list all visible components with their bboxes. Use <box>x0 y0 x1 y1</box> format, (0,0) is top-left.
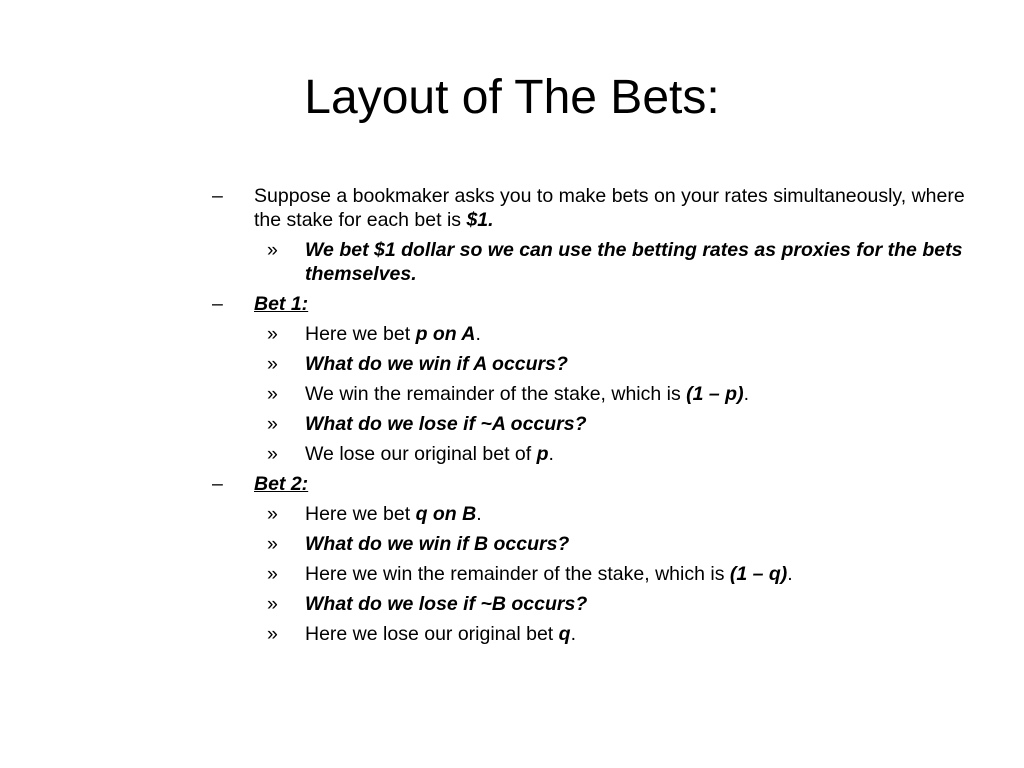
bet1-item <box>212 322 972 346</box>
raquo-bullet: » <box>267 353 278 375</box>
bet2-line3-em: (1 – q) <box>729 563 788 585</box>
raquo-bullet: » <box>267 323 278 345</box>
bet2-line3-text: Here we win the remainder of the stake, which is <box>305 563 730 585</box>
bet1-line3-text: We win the remainder of the stake, which is <box>305 383 687 405</box>
dash-bullet: – <box>212 293 223 315</box>
raquo-bullet: » <box>267 563 278 585</box>
bet2-line5-text: Here we lose our original bet <box>305 623 559 645</box>
bet1-item <box>212 382 972 406</box>
raquo-bullet: » <box>267 593 278 615</box>
intro-bullet <box>212 184 972 232</box>
bet2-item <box>212 562 972 586</box>
raquo-bullet: » <box>267 383 278 405</box>
bet1-line5-end: . <box>548 443 554 465</box>
bet1-line5-text: We lose our original bet of <box>305 443 537 465</box>
bet1-line1-text: Here we bet <box>305 323 416 345</box>
bet2-heading: Bet 2: <box>254 473 309 495</box>
bet1-item <box>212 412 972 436</box>
slide-body <box>212 184 972 652</box>
raquo-bullet: » <box>267 443 278 465</box>
bet1-heading-bullet <box>212 292 972 316</box>
bet1-line1-end: . <box>475 323 481 345</box>
bet1-line3-em: (1 – p) <box>686 383 744 405</box>
dash-bullet: – <box>212 473 223 495</box>
bet1-line2-text: What do we win if A occurs? <box>305 353 568 375</box>
bet1-item <box>212 442 972 466</box>
intro-sub-bullet <box>212 238 972 286</box>
bet1-heading: Bet 1: <box>254 293 309 315</box>
bet2-item <box>212 592 972 616</box>
bet2-item <box>212 532 972 556</box>
bet2-line1-em: q on B <box>415 503 477 525</box>
bet2-line2-text: What do we win if B occurs? <box>305 533 570 555</box>
bet2-line5-em: q <box>558 623 571 645</box>
bet2-line1-end: . <box>476 503 482 525</box>
bet1-item <box>212 352 972 376</box>
bet2-line5-end: . <box>570 623 576 645</box>
intro-stake: $1. <box>466 209 494 231</box>
dash-bullet: – <box>212 185 223 207</box>
bet1-line1-em: p on A <box>415 323 476 345</box>
bet1-line5-em: p <box>536 443 549 465</box>
raquo-bullet: » <box>267 239 278 261</box>
bet2-line4-text: What do we lose if ~B occurs? <box>305 593 588 615</box>
intro-sub-text: We bet $1 dollar so we can use the betting rates as proxies for the bets themselves. <box>305 239 963 285</box>
bet2-item <box>212 502 972 526</box>
raquo-bullet: » <box>267 503 278 525</box>
bet2-line1-text: Here we bet <box>305 503 416 525</box>
bet2-line3-end: . <box>787 563 793 585</box>
bet1-line4-text: What do we lose if ~A occurs? <box>305 413 587 435</box>
bet1-line3-end: . <box>743 383 750 405</box>
raquo-bullet: » <box>267 623 278 645</box>
slide-title: Layout of The Bets: <box>304 71 720 124</box>
intro-text: Suppose a bookmaker asks you to make bets on your rates simultaneously, where the stake for each bet is <box>254 185 965 231</box>
raquo-bullet: » <box>267 413 278 435</box>
bet2-item <box>212 622 972 646</box>
bet2-heading-bullet <box>212 472 972 496</box>
raquo-bullet: » <box>267 533 278 555</box>
